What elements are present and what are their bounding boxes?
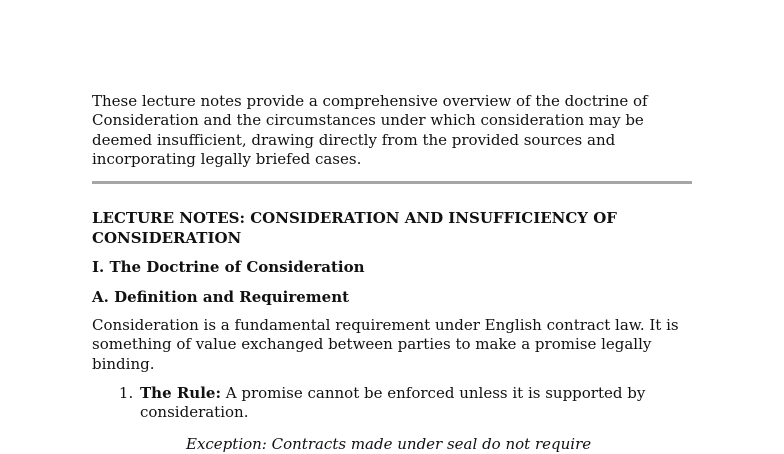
list-item-label: The Rule: (140, 384, 221, 403)
lecture-title: LECTURE NOTES: CONSIDERATION AND INSUFFICIENCY OF CONSIDERATION (92, 209, 617, 248)
horizontal-rule (92, 181, 692, 184)
definition-paragraph: Consideration is a fundamental requirement under English contract law. It is something of value exchanged between parties to make a promise legally binding. (92, 316, 679, 373)
subsection-heading: A. Definition and Requirement (92, 288, 350, 307)
section-heading: I. The Doctrine of Consideration (92, 258, 365, 277)
list-item (138, 384, 692, 423)
sub-bullet-text: Exception: Contracts made under seal do not require (186, 434, 592, 453)
intro-paragraph: These lecture notes provide a comprehensive overview of the doctrine of Consideration and the circumstances under which consideration may be deemed insufficient, drawing directly from the provided sources and incorporating legally briefed cases. (92, 92, 648, 168)
list-item-text: A promise cannot be enforced unless it is supported by consideration. (140, 384, 646, 422)
document-page (92, 92, 692, 454)
numbered-list (92, 384, 692, 423)
